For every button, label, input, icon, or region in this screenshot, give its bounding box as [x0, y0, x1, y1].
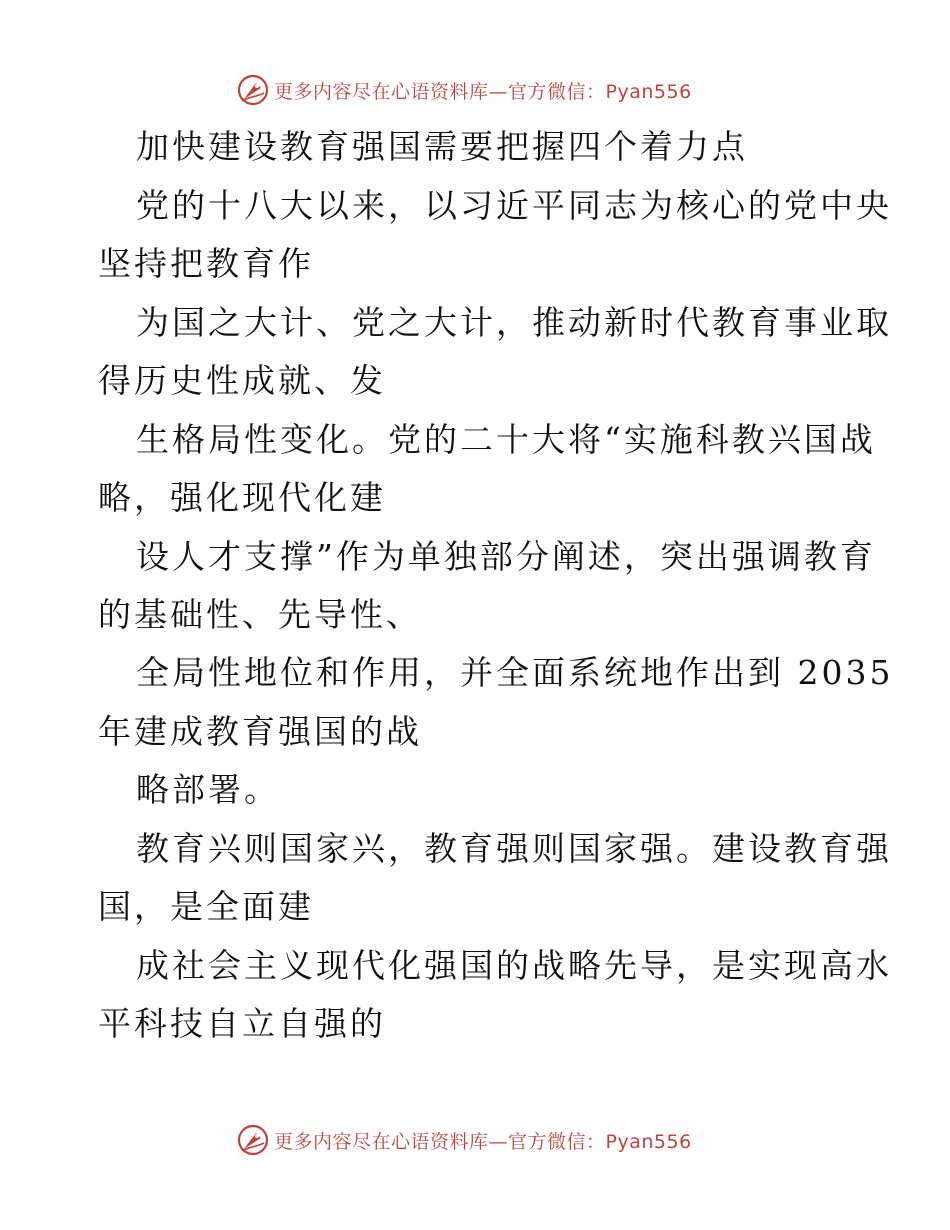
footer-banner	[236, 1122, 692, 1158]
footer-wechat-label: 官方微信：	[508, 1130, 606, 1153]
header-banner-text	[274, 77, 692, 104]
header-wechat-handle: Pyan556	[605, 80, 692, 103]
paragraph-line: 为国之大计、党之大计，推动新时代教育事业取	[136, 303, 892, 342]
header-wechat-label: 官方微信：	[508, 80, 606, 103]
paragraph-line: 略，强化现代化建	[98, 478, 386, 517]
paragraph-line: 得历史性成就、发	[98, 361, 386, 400]
header-brand-text: 更多内容尽在心语资料库	[274, 80, 489, 103]
paragraph-line: 设人才支撑”作为单独部分阐述，突出强调教育	[136, 537, 876, 576]
paragraph-line: 年建成教育强国的战	[98, 712, 422, 751]
document-title: 加快建设教育强国需要把握四个着力点	[136, 127, 748, 166]
paragraph-line: 略部署。	[136, 770, 280, 809]
paragraph-line: 党的十八大以来，以习近平同志为核心的党中央	[136, 186, 892, 225]
footer-wechat-handle: Pyan556	[605, 1130, 692, 1153]
paragraph-line: 的基础性、先导性、	[98, 595, 422, 634]
pen-nib-logo-icon	[236, 73, 270, 107]
pen-nib-logo-icon	[236, 1123, 270, 1157]
paragraph-line: 坚持把教育作	[98, 244, 314, 283]
paragraph-line: 国，是全面建	[98, 887, 314, 926]
footer-separator: —	[488, 1130, 509, 1153]
header-separator: —	[488, 80, 509, 103]
paragraph-line: 教育兴则国家兴，教育强则国家强。建设教育强	[136, 829, 892, 868]
footer-brand-text: 更多内容尽在心语资料库	[274, 1130, 489, 1153]
header-banner	[236, 72, 692, 108]
paragraph-line: 全局性地位和作用，并全面系统地作出到 2035	[136, 653, 894, 692]
footer-banner-text	[274, 1127, 692, 1154]
paragraph-line: 成社会主义现代化强国的战略先导，是实现高水	[136, 946, 892, 985]
paragraph-line: 平科技自立自强的	[98, 1004, 386, 1043]
paragraph-line: 生格局性变化。党的二十大将“实施科教兴国战	[136, 420, 876, 459]
